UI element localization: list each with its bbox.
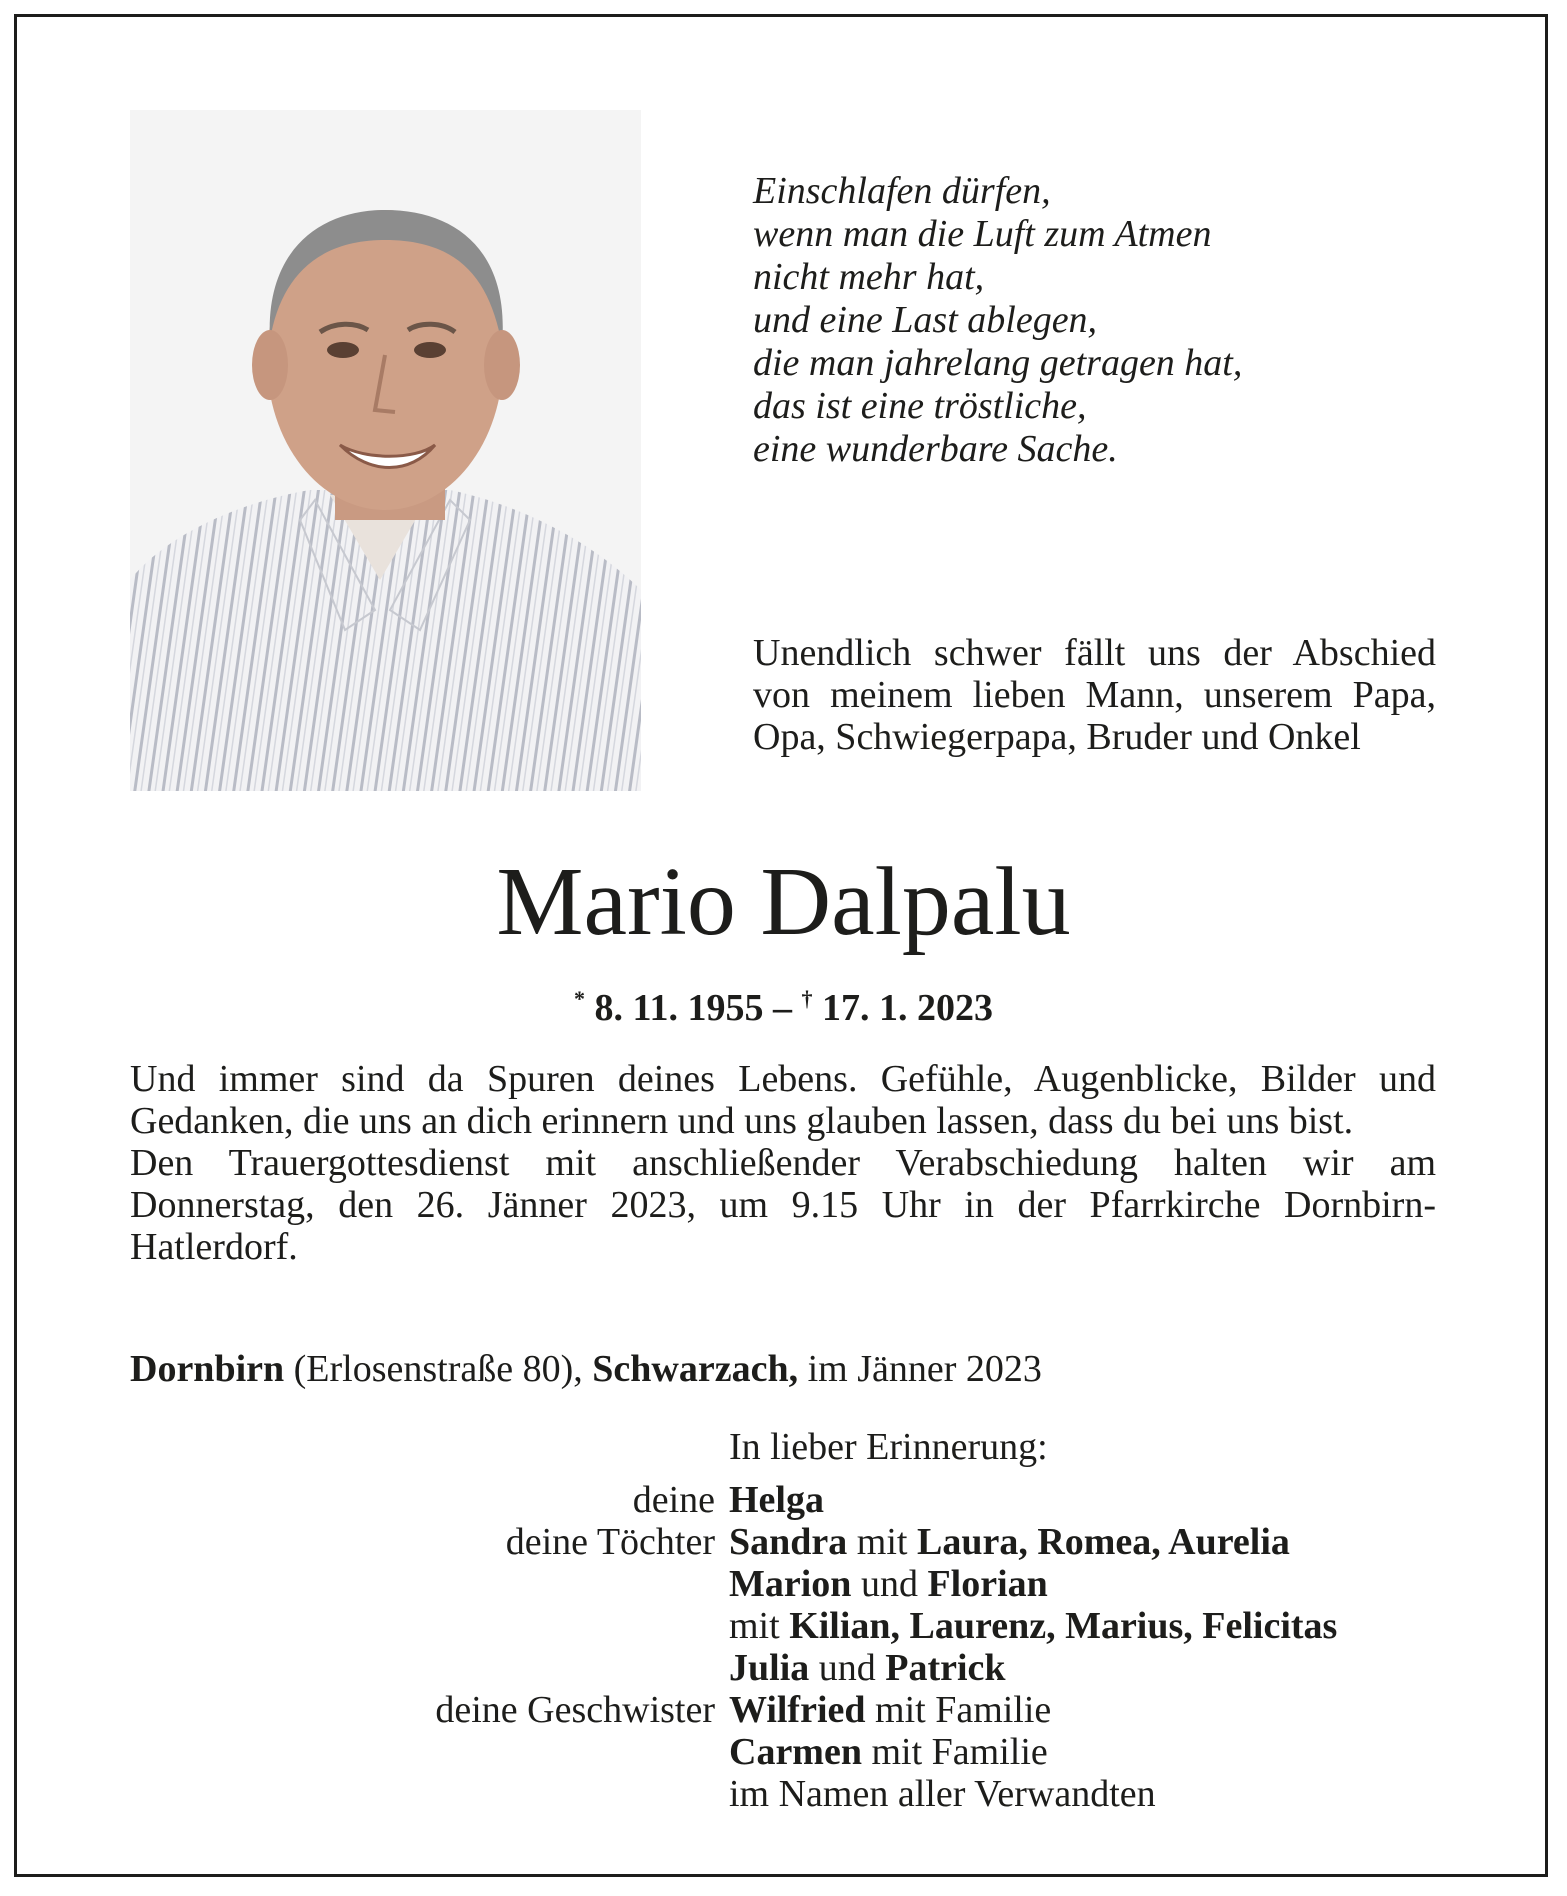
family-row: [0, 1605, 1567, 1647]
intro-text: Unendlich schwer fällt uns der Abschied von meinem lieben Mann, unserem Papa, Opa, Schwiegerpapa, Bruder und Onkel: [753, 632, 1436, 758]
relation-label: deine Töchter: [505, 1521, 715, 1563]
deceased-name: Mario Dalpalu: [496, 848, 1071, 956]
place-date: im Jänner 2023: [798, 1348, 1042, 1390]
family-connector: mit Familie: [865, 1689, 1052, 1731]
family-row: [0, 1521, 1567, 1563]
poem-line: eine wunderbare Sache.: [753, 428, 1118, 470]
family-connector: mit Familie: [861, 1731, 1048, 1773]
family-connector: und: [809, 1647, 886, 1689]
body-text: [130, 1058, 1436, 1268]
birth-symbol: *: [574, 986, 586, 1011]
family-row: [0, 1479, 1567, 1521]
family-row: [0, 1773, 1567, 1815]
poem-line: und eine Last ablegen,: [753, 299, 1098, 341]
family-names: [729, 1479, 824, 1521]
body-paragraph: Und immer sind da Spuren deines Lebens. Gefühle, Augenblicke, Bilder und Gedanken, die uns an dich erinnern und uns glauben lassen, dass du bei uns bist.: [130, 1058, 1436, 1142]
date-separator: –: [763, 987, 802, 1029]
family-name: Patrick: [885, 1647, 1006, 1689]
family-name: Laura, Romea, Aurelia: [916, 1521, 1290, 1563]
family-row: [0, 1731, 1567, 1773]
birth-date: 8. 11. 1955: [594, 987, 764, 1029]
family-names: [729, 1731, 1048, 1773]
family-name: Wilfried: [729, 1689, 866, 1731]
family-connector: mit: [729, 1605, 790, 1647]
death-symbol: †: [801, 986, 813, 1011]
relation-label: deine Geschwister: [435, 1689, 715, 1731]
service-paragraph: Den Trauergottesdienst mit anschließender Verabschiedung halten wir am Donnerstag, den 26. Jänner 2023, um 9.15 Uhr in der Pfarrkirche Dornbirn-Hatlerdorf.: [130, 1142, 1436, 1268]
family-name: Helga: [729, 1479, 824, 1521]
family-connector: mit: [847, 1521, 917, 1563]
family-name: Sandra: [729, 1521, 848, 1563]
memory-title: In lieber Erinnerung:: [729, 1426, 1048, 1468]
family-name: Florian: [927, 1563, 1048, 1605]
family-names: [729, 1689, 1051, 1731]
family-names: [729, 1521, 1290, 1563]
poem-line: das ist eine tröstliche,: [753, 385, 1087, 427]
place-city-2: Schwarzach,: [592, 1348, 799, 1390]
family-name: Carmen: [729, 1731, 862, 1773]
family-connector: und: [851, 1563, 928, 1605]
family-name: Julia: [729, 1647, 810, 1689]
poem-line: wenn man die Luft zum Atmen: [753, 213, 1212, 255]
place-address: (Erlosenstraße 80),: [284, 1348, 593, 1390]
portrait-photo: [130, 110, 641, 791]
family-names: [729, 1773, 1156, 1815]
family-names: [729, 1605, 1337, 1647]
family-connector: im Namen aller Verwandten: [729, 1773, 1156, 1815]
family-name: Marion: [729, 1563, 852, 1605]
relation-label: deine: [632, 1479, 715, 1521]
family-names: [729, 1563, 1048, 1605]
poem-line: Einschlafen dürfen,: [753, 170, 1051, 212]
family-names: [729, 1647, 1006, 1689]
family-list: [0, 1479, 1567, 1815]
family-row: [0, 1647, 1567, 1689]
life-dates: [0, 975, 1567, 1032]
place-city: Dornbirn: [130, 1348, 285, 1390]
family-row: [0, 1689, 1567, 1731]
poem: [753, 170, 1473, 471]
death-date: 17. 1. 2023: [821, 987, 993, 1029]
poem-line: nicht mehr hat,: [753, 256, 985, 298]
place-date-line: [130, 1348, 1436, 1390]
family-name: Kilian, Laurenz, Marius, Felicitas: [789, 1605, 1338, 1647]
family-row: [0, 1563, 1567, 1605]
poem-line: die man jahrelang getragen hat,: [753, 342, 1243, 384]
